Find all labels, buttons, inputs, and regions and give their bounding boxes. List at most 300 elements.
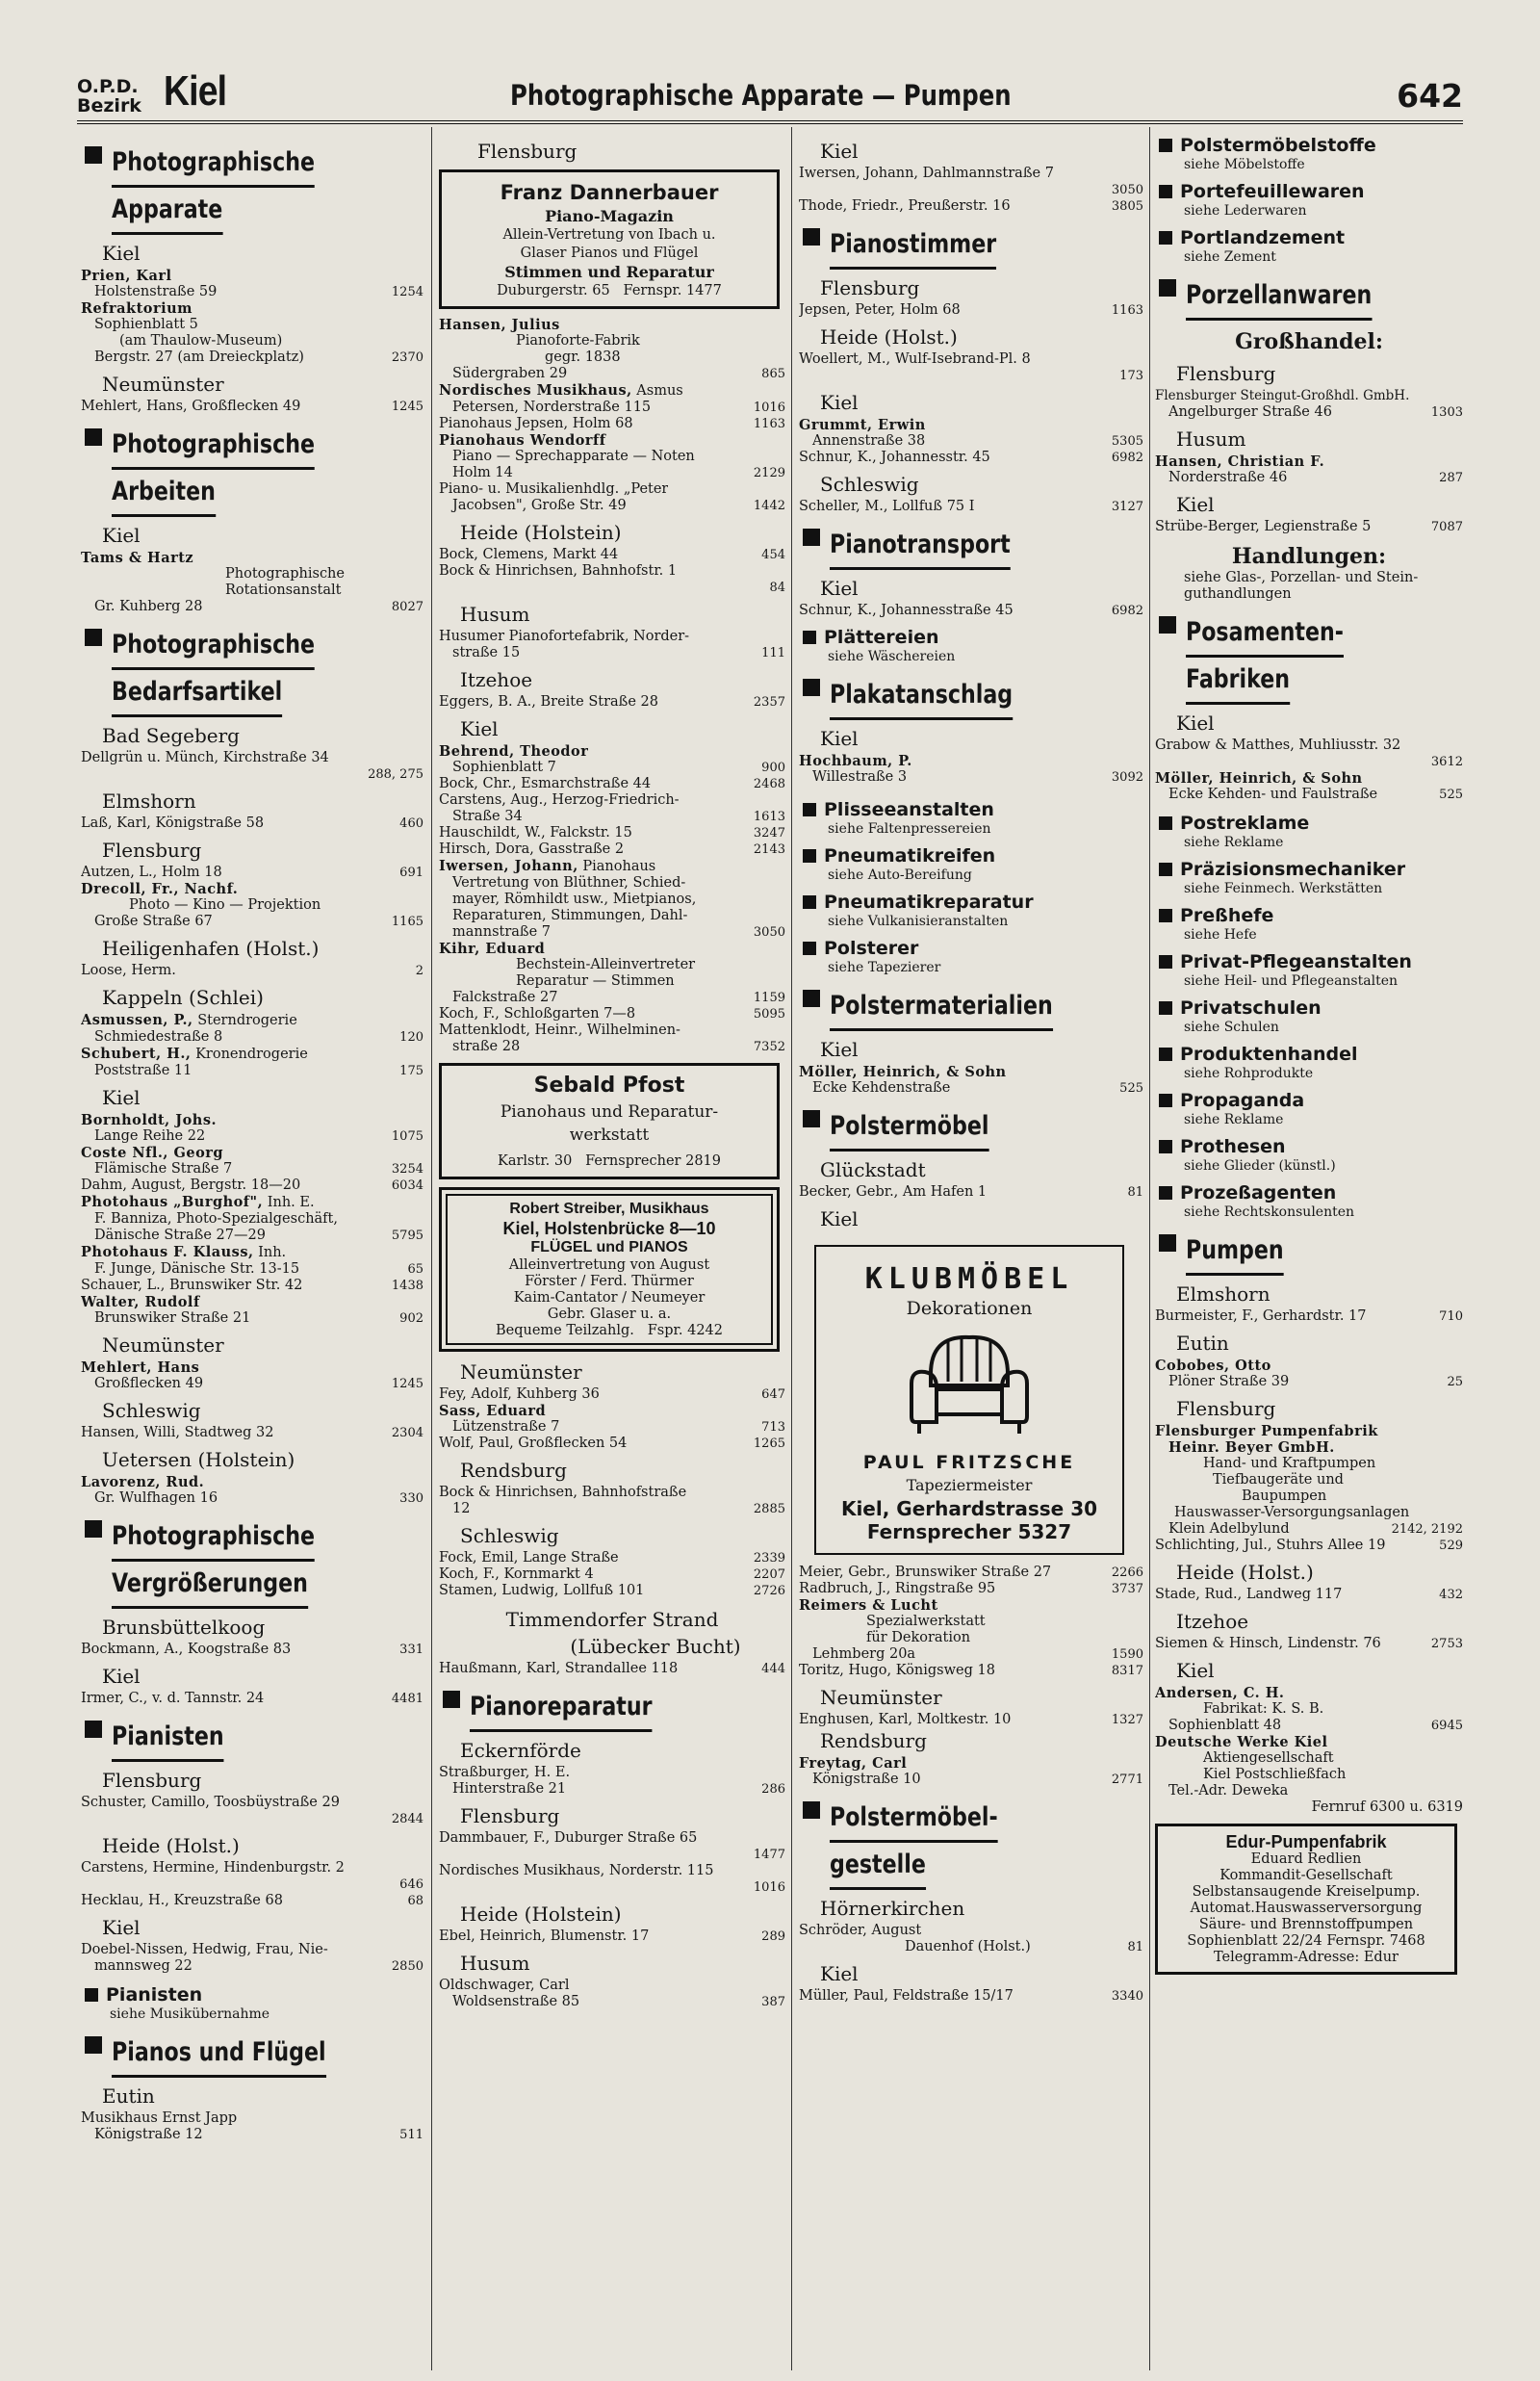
- section-heading: Pianisten: [81, 1715, 424, 1762]
- listing-line: 2844: [391, 1812, 424, 1826]
- town-heading: Elmshorn: [1176, 1282, 1270, 1306]
- listing: Loose, Herm. 2: [81, 963, 424, 978]
- listing: Strübe-Berger, Legienstraße 5 7087: [1155, 519, 1463, 534]
- listing: Deutsche Werke Kiel: [1155, 1734, 1328, 1750]
- listing: Pianohaus Wendorff: [439, 432, 606, 449]
- town-heading: Heide (Holst.): [102, 1834, 240, 1857]
- town-heading: Kiel: [102, 242, 141, 265]
- bullet-square-icon: [1159, 816, 1172, 830]
- town-heading: Schleswig: [820, 473, 919, 496]
- town-heading: Kiel: [1176, 493, 1215, 516]
- listing: Andersen, C. H.: [1155, 1685, 1285, 1701]
- listing-line: 288, 275: [368, 767, 424, 782]
- listing: Toritz, Hugo, Königsweg 18 8317: [799, 1663, 1143, 1678]
- town-heading-sub: (Lübecker Bucht): [570, 1635, 741, 1658]
- header-rule: [77, 120, 1463, 124]
- listing: Eggers, B. A., Breite Straße 28 2357: [439, 694, 785, 710]
- listing: Refraktorium: [81, 300, 192, 317]
- bullet-square-icon: [85, 2036, 102, 2054]
- bullet-square-icon: [1159, 1234, 1176, 1252]
- listing-line: 1477: [753, 1848, 785, 1862]
- town-heading: Brunsbüttelkoog: [102, 1616, 266, 1639]
- listing-line: Dauenhof (Holst.) 81: [905, 1939, 1143, 1954]
- listing-line: Vertretung von Blüthner, Schied-: [452, 875, 686, 891]
- listing: Fock, Emil, Lange Straße 2339: [439, 1550, 785, 1566]
- listing-line: mayer, Römhildt usw., Mietpianos,: [452, 892, 697, 907]
- subheading: Handlungen:: [1231, 544, 1387, 569]
- bullet-square-icon: [803, 895, 816, 909]
- listing: Haußmann, Karl, Strandallee 118 444: [439, 1661, 785, 1676]
- listing: Bock & Hinrichsen, Bahnhofstr. 1: [439, 563, 678, 579]
- bullet-square-icon: [1159, 279, 1176, 297]
- listing: Flensburger Steingut-Großhdl. GmbH.: [1155, 388, 1410, 403]
- listing: Hauschildt, W., Falckstr. 15 3247: [439, 825, 785, 841]
- listing-line: Hauswasser-Versorgungsanlagen: [1174, 1505, 1410, 1520]
- town-heading: Flensburg: [820, 276, 920, 299]
- town-heading: Kiel: [102, 1086, 141, 1109]
- listing: Scheller, M., Lollfuß 75 I 3127: [799, 499, 1143, 514]
- listing: Photohaus „Burghof", Inh. E.: [81, 1194, 315, 1210]
- town-heading: Hörnerkirchen: [820, 1897, 965, 1920]
- listing: Stamen, Ludwig, Lollfuß 101 2726: [439, 1583, 785, 1598]
- listing-line: Photo — Kino — Projektion: [129, 897, 321, 913]
- advertisement-pfost: Sebald Pfost Pianohaus und Reparatur- werkstatt Karlstr. 30 Fernsprecher 2819: [439, 1063, 780, 1179]
- listing-line: Straße 34 1613: [452, 809, 785, 824]
- listing-line: (am Thaulow-Museum): [119, 333, 283, 349]
- town-heading: Schleswig: [460, 1524, 559, 1547]
- town-heading: Bad Segeberg: [102, 724, 240, 747]
- town-heading: Kiel: [820, 577, 859, 600]
- listing: Siemen & Hinsch, Lindenstr. 76 2753: [1155, 1636, 1463, 1651]
- page-title: Photographische Apparate — Pumpen: [510, 79, 1012, 112]
- listing: Jepsen, Peter, Holm 68 1163: [799, 302, 1143, 318]
- section-heading: Plakatanschlag: [799, 673, 1143, 720]
- bullet-square-icon: [803, 942, 816, 955]
- listing: Hansen, Willi, Stadtweg 32 2304: [81, 1425, 424, 1440]
- bullet-square-icon: [803, 631, 816, 644]
- town-heading: Uetersen (Holstein): [102, 1448, 295, 1471]
- listing-line: 646: [399, 1877, 424, 1892]
- listing: Möller, Heinrich, & Sohn: [799, 1064, 1007, 1080]
- town-heading: Itzehoe: [460, 668, 533, 691]
- city-title: Kiel: [164, 67, 227, 115]
- listing: Mehlert, Hans: [81, 1359, 200, 1376]
- listing-line: Petersen, Norderstraße 115 1016: [452, 400, 785, 415]
- town-heading: Glückstadt: [820, 1158, 926, 1181]
- listing: Dammbauer, F., Duburger Straße 65: [439, 1830, 698, 1846]
- listing: Enghusen, Karl, Moltkestr. 10 1327: [799, 1712, 1143, 1727]
- listing: Müller, Paul, Feldstraße 15/17 3340: [799, 1988, 1143, 2004]
- section-heading: Pianotransport: [799, 523, 1143, 570]
- bullet-square-icon: [85, 1721, 102, 1738]
- town-heading: Kiel: [1176, 1659, 1215, 1682]
- listing: Grummt, Erwin: [799, 417, 926, 433]
- section-heading: Präzisionsmechaniker siehe Feinmech. Werkstätten: [1155, 859, 1463, 897]
- section-heading: Privatschulen siehe Schulen: [1155, 997, 1463, 1036]
- section-heading: Plättereien siehe Wäschereien: [799, 627, 1143, 665]
- listing-line: Tiefbaugeräte und: [1213, 1472, 1344, 1488]
- listing-line: Holstenstraße 59 1254: [94, 284, 424, 299]
- column-3: [799, 133, 1143, 2005]
- bullet-square-icon: [85, 629, 102, 646]
- section-heading: Plisseeanstalten siehe Faltenpressereien: [799, 799, 1143, 838]
- advertisement-klubmoebel: KLUBMÖBEL Dekorationen PAUL FRITZSCHE Tapeziermeister Kiel, Gerhardstrasse 30 Fernsprecher 5327: [814, 1245, 1124, 1555]
- page-number: 642: [1397, 77, 1463, 115]
- section-heading: Polstermöbelstoffe siehe Möbelstoffe: [1155, 135, 1463, 173]
- listing: Hansen, Christian F.: [1155, 453, 1325, 470]
- listing: Schauer, L., Brunswiker Str. 42 1438: [81, 1278, 424, 1293]
- listing: Kihr, Eduard: [439, 941, 546, 957]
- listing: Thode, Friedr., Preußerstr. 16 3805: [799, 198, 1143, 214]
- listing-line: Fernruf 6300 u. 6319: [1311, 1799, 1463, 1815]
- listing-line: Sophienblatt 48 6945: [1168, 1718, 1463, 1733]
- listing-line: Piano — Sprechapparate — Noten: [452, 449, 695, 464]
- town-heading: Neumünster: [820, 1686, 942, 1709]
- listing-line: Holm 14 2129: [452, 465, 785, 480]
- section-heading: Propaganda siehe Reklame: [1155, 1090, 1463, 1128]
- section-heading: Prozeßagenten siehe Rechtskonsulenten: [1155, 1182, 1463, 1221]
- listing: Tams & Hartz: [81, 550, 194, 566]
- section-heading: Polstermaterialien: [799, 984, 1143, 1031]
- section-heading: Photographische Arbeiten: [81, 423, 424, 517]
- listing-line: Lehmberg 20a 1590: [812, 1646, 1143, 1662]
- town-heading: Kiel: [102, 1665, 141, 1688]
- bullet-square-icon: [443, 1691, 460, 1708]
- bullet-square-icon: [1159, 1001, 1172, 1015]
- listing: Heinr. Beyer GmbH.: [1168, 1439, 1335, 1456]
- column-divider: [791, 127, 792, 2370]
- town-heading: Neumünster: [102, 1333, 224, 1357]
- advertisement-streiber: Robert Streiber, Musikhaus Kiel, Holstenbrücke 8—10 FLÜGEL und PIANOS Alleinvertretung von August Förster / Ferd. Thürmer Kaim-Cantator / Neumeyer Gebr. Glaser u. a. Bequeme Teilzahlg. Fspr. 4242: [439, 1187, 780, 1352]
- bullet-square-icon: [803, 1110, 820, 1127]
- section-heading: Pianostimmer: [799, 222, 1143, 270]
- listing: Burmeister, F., Gerhardstr. 17 710: [1155, 1308, 1463, 1324]
- listing: Möller, Heinrich, & Sohn: [1155, 770, 1363, 787]
- town-heading: Kiel: [820, 1207, 859, 1230]
- bullet-square-icon: [1159, 1048, 1172, 1061]
- listing-line: Poststraße 11 175: [94, 1063, 424, 1078]
- listing: Stade, Rud., Landweg 117 432: [1155, 1587, 1463, 1602]
- listing-line: straße 15 111: [452, 645, 785, 660]
- town-heading: Husum: [460, 603, 530, 626]
- listing-line: 1016: [753, 1880, 785, 1895]
- listing: Schuster, Camillo, Toosbüystraße 29: [81, 1795, 340, 1810]
- town-heading: Flensburg: [102, 1769, 202, 1792]
- town-heading: Heide (Holst.): [820, 325, 958, 349]
- bullet-square-icon: [803, 990, 820, 1007]
- listing: Behrend, Theodor: [439, 743, 589, 760]
- listing: Piano- u. Musikalienhdlg. „Peter: [439, 481, 669, 497]
- listing: Wolf, Paul, Großflecken 54 1265: [439, 1436, 785, 1451]
- listing-line: Sophienblatt 5: [94, 317, 198, 332]
- listing: Mattenklodt, Heinr., Wilhelminen-: [439, 1022, 680, 1038]
- bullet-square-icon: [1159, 139, 1172, 152]
- bullet-square-icon: [1159, 1140, 1172, 1153]
- listing: Musikhaus Ernst Japp: [81, 2110, 238, 2126]
- town-heading: Husum: [1176, 427, 1246, 451]
- town-heading: Flensburg: [1176, 362, 1276, 385]
- listing-line: Bechstein-Alleinvertreter: [516, 957, 696, 972]
- column-4: [1155, 133, 1463, 1982]
- bullet-square-icon: [803, 228, 820, 246]
- bullet-square-icon: [1159, 1186, 1172, 1200]
- page-header: [77, 67, 1463, 125]
- listing: Flensburger Pumpenfabrik: [1155, 1423, 1378, 1439]
- listing: Becker, Gebr., Am Hafen 1 81: [799, 1184, 1143, 1200]
- town-heading: Kiel: [820, 727, 859, 750]
- town-heading: Kiel: [460, 717, 499, 740]
- listing-line: 84: [769, 581, 785, 595]
- listing-line: Schmiedestraße 8 120: [94, 1029, 424, 1045]
- bullet-square-icon: [85, 1520, 102, 1538]
- armchair-icon: [902, 1326, 1037, 1441]
- town-heading: Kiel: [102, 524, 141, 547]
- town-heading: Flensburg: [460, 1804, 560, 1827]
- listing-line: Klein Adelbylund 2142, 2192: [1168, 1521, 1463, 1537]
- town-heading: Kiel: [1176, 712, 1215, 735]
- section-heading: Privat-Pflegeanstalten siehe Heil- und Pflegeanstalten: [1155, 951, 1463, 990]
- town-heading: Itzehoe: [1176, 1610, 1249, 1633]
- listing: Pianohaus Jepsen, Holm 68 1163: [439, 416, 785, 431]
- listing-line: Sophienblatt 7 900: [452, 760, 785, 775]
- section-heading: Prothesen siehe Glieder (künstl.): [1155, 1136, 1463, 1175]
- listing: Schnur, K., Johannesstraße 45 6982: [799, 603, 1143, 618]
- listing: Nordisches Musikhaus, Asmus: [439, 382, 683, 399]
- bullet-square-icon: [803, 679, 820, 696]
- town-heading: Flensburg: [1176, 1397, 1276, 1420]
- listing: Bock, Clemens, Markt 44 454: [439, 547, 785, 562]
- listing: Photohaus F. Klauss, Inh.: [81, 1244, 287, 1260]
- section-heading: Portefeuillewaren siehe Lederwaren: [1155, 181, 1463, 220]
- listing-line: straße 28 7352: [452, 1039, 785, 1054]
- bullet-square-icon: [1159, 909, 1172, 922]
- listing: Doebel-Nissen, Hedwig, Frau, Nie-: [81, 1942, 328, 1957]
- section-heading: Photographische Bedarfsartikel: [81, 623, 424, 717]
- section-heading: Posamenten- Fabriken: [1155, 610, 1463, 705]
- listing: Bornholdt, Johs.: [81, 1112, 218, 1128]
- section-heading: Portlandzement siehe Zement: [1155, 227, 1463, 266]
- section-heading: Polstermöbel: [799, 1104, 1143, 1152]
- listing: Laß, Karl, Königstraße 58 460: [81, 815, 424, 831]
- listing-line: Annenstraße 38 5305: [812, 433, 1143, 449]
- section-heading: Pneumatikreifen siehe Auto-Bereifung: [799, 845, 1143, 884]
- section-heading: Polsterer siehe Tapezierer: [799, 938, 1143, 976]
- bullet-square-icon: [1159, 1094, 1172, 1107]
- town-heading: Neumünster: [102, 373, 224, 396]
- town-heading: Eutin: [102, 2084, 155, 2108]
- section-heading: Polstermöbel- gestelle: [799, 1796, 1143, 1890]
- section-heading: Photographische Apparate: [81, 141, 424, 235]
- bullet-square-icon: [1159, 185, 1172, 198]
- listing-line: Fabrikat: K. S. B.: [1203, 1701, 1324, 1717]
- listing-line: mannstraße 7 3050: [452, 924, 785, 940]
- listing-line: Spezialwerkstatt: [866, 1614, 986, 1629]
- listing-line: Photographische: [225, 566, 345, 582]
- listing-line: Aktiengesellschaft: [1203, 1750, 1334, 1766]
- listing: Dahm, August, Bergstr. 18—20 6034: [81, 1178, 424, 1193]
- listing-line: Flämische Straße 7 3254: [94, 1161, 424, 1177]
- listing-line: Bergstr. 27 (am Dreieckplatz) 2370: [94, 349, 424, 365]
- listing: Reimers & Lucht: [799, 1597, 938, 1614]
- listing: Schubert, H., Kronendrogerie: [81, 1046, 308, 1062]
- section-heading: Porzellanwaren: [1155, 273, 1463, 321]
- listing-line: F. Junge, Dänische Str. 13-15 65: [94, 1261, 424, 1277]
- town-heading: Heiligenhafen (Holst.): [102, 937, 320, 960]
- listing: Irmer, C., v. d. Tannstr. 24 4481: [81, 1691, 424, 1706]
- listing-line: Brunswiker Straße 21 902: [94, 1310, 424, 1326]
- listing-line: 173: [1119, 369, 1143, 383]
- listing-line: mannsweg 22 2850: [94, 1958, 424, 1974]
- bullet-square-icon: [85, 428, 102, 446]
- advertisement-dannerbauer: Franz Dannerbauer Piano-Magazin Allein-Vertretung von Ibach u. Glaser Pianos und Flügel Stimmen und Reparatur Duburgerstr. 65 Fernspr. 1477: [439, 169, 780, 309]
- bullet-square-icon: [803, 803, 816, 816]
- listing: Walter, Rudolf: [81, 1294, 200, 1310]
- listing-line: Reparaturen, Stimmungen, Dahl-: [452, 908, 688, 923]
- listing: Hochbaum, P.: [799, 753, 912, 769]
- section-heading: Pianisten siehe Musikübernahme: [81, 1984, 424, 2023]
- listing: Freytag, Carl: [799, 1755, 908, 1772]
- listing: Autzen, L., Holm 18 691: [81, 865, 424, 880]
- bullet-square-icon: [803, 1801, 820, 1819]
- listing-line: Baupumpen: [1242, 1488, 1327, 1504]
- listing: Meier, Gebr., Brunswiker Straße 27 2266: [799, 1565, 1143, 1580]
- listing-line: Plöner Straße 39 25: [1168, 1374, 1463, 1389]
- section-heading: Postreklame siehe Reklame: [1155, 813, 1463, 851]
- column-divider: [1149, 127, 1150, 2370]
- listing: Dellgrün u. Münch, Kirchstraße 34: [81, 750, 329, 765]
- town-heading: Eckernförde: [460, 1739, 581, 1762]
- listing-line: Große Straße 67 1165: [94, 914, 424, 929]
- listing: Bock & Hinrichsen, Bahnhofstraße: [439, 1485, 687, 1500]
- town-heading: Elmshorn: [102, 789, 196, 813]
- listing: Straßburger, H. E.: [439, 1765, 571, 1780]
- bullet-square-icon: [85, 1988, 98, 2002]
- section-heading: Pneumatikreparatur siehe Vulkanisieranstalten: [799, 892, 1143, 930]
- listing: Iwersen, Johann, Pianohaus: [439, 858, 656, 874]
- listing-line: Kiel Postschließfach: [1203, 1767, 1347, 1782]
- section-heading: Preßhefe siehe Hefe: [1155, 905, 1463, 944]
- section-heading: Produktenhandel siehe Rohprodukte: [1155, 1044, 1463, 1082]
- listing-line: Rotationsanstalt: [225, 582, 342, 598]
- listing: Cobobes, Otto: [1155, 1358, 1271, 1374]
- town-heading: Neumünster: [460, 1360, 582, 1384]
- listing-line: Südergraben 29 865: [452, 366, 785, 381]
- bullet-square-icon: [803, 849, 816, 863]
- listing: Schnur, K., Johannesstr. 45 6982: [799, 450, 1143, 465]
- listing: Coste Nfl., Georg: [81, 1145, 224, 1161]
- town-heading: Kiel: [820, 140, 859, 163]
- listing: Carstens, Hermine, Hindenburgstr. 2: [81, 1860, 345, 1876]
- listing: Asmussen, P., Sterndrogerie: [81, 1012, 297, 1028]
- listing: Schlichting, Jul., Stuhrs Allee 19 529: [1155, 1538, 1463, 1553]
- listing-line: Ecke Kehdenstraße 525: [812, 1080, 1143, 1096]
- listing: Grabow & Matthes, Muhliusstr. 32: [1155, 738, 1401, 753]
- listing-line: Lange Reihe 22 1075: [94, 1128, 424, 1144]
- town-heading: Flensburg: [102, 839, 202, 862]
- listing: Hansen, Julius: [439, 317, 560, 333]
- listing-line: gegr. 1838: [545, 349, 621, 365]
- bullet-square-icon: [1159, 616, 1176, 634]
- listing-line: F. Banniza, Photo-Spezialgeschäft,: [94, 1211, 338, 1227]
- town-heading: Kiel: [820, 1962, 859, 1985]
- listing: Hecklau, H., Kreuzstraße 68 68: [81, 1893, 424, 1908]
- listing: Fey, Adolf, Kuhberg 36 647: [439, 1386, 785, 1402]
- reference-line: guthandlungen: [1184, 586, 1292, 602]
- listing: Iwersen, Johann, Dahlmannstraße 7: [799, 166, 1054, 181]
- listing: Sass, Eduard: [439, 1403, 547, 1419]
- listing-line: Gr. Wulfhagen 16 330: [94, 1490, 424, 1506]
- town-heading: Heide (Holstein): [460, 521, 622, 544]
- listing-line: Königstraße 12 511: [94, 2127, 424, 2142]
- listing-line: Reparatur — Stimmen: [516, 973, 675, 989]
- town-heading: Kappeln (Schlei): [102, 986, 264, 1009]
- listing: Ebel, Heinrich, Blumenstr. 17 289: [439, 1928, 785, 1944]
- listing: Drecoll, Fr., Nachf.: [81, 881, 239, 897]
- town-heading: Eutin: [1176, 1332, 1229, 1355]
- listing-line: 12 2885: [452, 1501, 785, 1516]
- bullet-square-icon: [1159, 231, 1172, 245]
- listing-line: Hand- und Kraftpumpen: [1203, 1456, 1376, 1471]
- listing-line: Tel.-Adr. Deweka: [1168, 1783, 1289, 1799]
- town-heading: Timmendorfer Strand: [505, 1608, 719, 1631]
- reference-line: siehe Glas-, Porzellan- und Stein-: [1184, 570, 1419, 585]
- section-heading: Photographische Vergrößerungen: [81, 1514, 424, 1609]
- listing-line: Pianoforte-Fabrik: [516, 333, 640, 349]
- section-heading: Pianos und Flügel: [81, 2031, 424, 2078]
- listing-line: Hinterstraße 21 286: [452, 1781, 785, 1797]
- town-heading: Flensburg: [477, 140, 578, 163]
- town-heading: Rendsburg: [820, 1729, 927, 1752]
- listing-line: Jacobsen", Große Str. 49 1442: [452, 498, 785, 513]
- town-heading: Rendsburg: [460, 1459, 567, 1482]
- listing-line: 3612: [1430, 755, 1463, 769]
- listing: Carstens, Aug., Herzog-Friedrich-: [439, 792, 680, 808]
- listing: Koch, F., Schloßgarten 7—8 5095: [439, 1006, 785, 1022]
- section-heading: Pianoreparatur: [439, 1685, 785, 1732]
- listing-line: 3050: [1111, 183, 1143, 197]
- bullet-square-icon: [1159, 863, 1172, 876]
- listing-line: Gr. Kuhberg 28 8027: [94, 599, 424, 614]
- listing-line: für Dekoration: [866, 1630, 971, 1645]
- listing-line: Lützenstraße 7 713: [452, 1419, 785, 1435]
- listing: Bockmann, A., Koogstraße 83 331: [81, 1642, 424, 1657]
- listing: Radbruch, J., Ringstraße 95 3737: [799, 1581, 1143, 1596]
- column-divider: [431, 127, 432, 2370]
- listing-line: Willestraße 3 3092: [812, 769, 1143, 785]
- listing: Woellert, M., Wulf-Isebrand-Pl. 8: [799, 351, 1031, 367]
- district-label: O.P.D. Bezirk: [77, 76, 141, 116]
- listing-line: Dänische Straße 27—29 5795: [94, 1228, 424, 1243]
- town-heading: Heide (Holstein): [460, 1902, 622, 1926]
- listing-line: Ecke Kehden- und Faulstraße 525: [1168, 787, 1463, 802]
- bullet-square-icon: [85, 146, 102, 164]
- listing-line: Norderstraße 46 287: [1168, 470, 1463, 485]
- listing: Koch, F., Kornmarkt 4 2207: [439, 1566, 785, 1582]
- listing: Oldschwager, Carl: [439, 1978, 570, 1993]
- town-heading: Husum: [460, 1952, 530, 1975]
- listing: Bock, Chr., Esmarchstraße 44 2468: [439, 776, 785, 791]
- listing-line: Großflecken 49 1245: [94, 1376, 424, 1391]
- listing: Hirsch, Dora, Gasstraße 2 2143: [439, 841, 785, 857]
- listing: Nordisches Musikhaus, Norderstr. 115: [439, 1863, 714, 1878]
- bullet-square-icon: [1159, 955, 1172, 969]
- town-heading: Kiel: [820, 391, 859, 414]
- listing: Lavorenz, Rud.: [81, 1474, 205, 1490]
- listing: Prien, Karl: [81, 268, 172, 284]
- listing-line: Woldsenstraße 85 387: [452, 1994, 785, 2009]
- listing: Schröder, August: [799, 1923, 922, 1938]
- town-heading: Heide (Holst.): [1176, 1561, 1314, 1584]
